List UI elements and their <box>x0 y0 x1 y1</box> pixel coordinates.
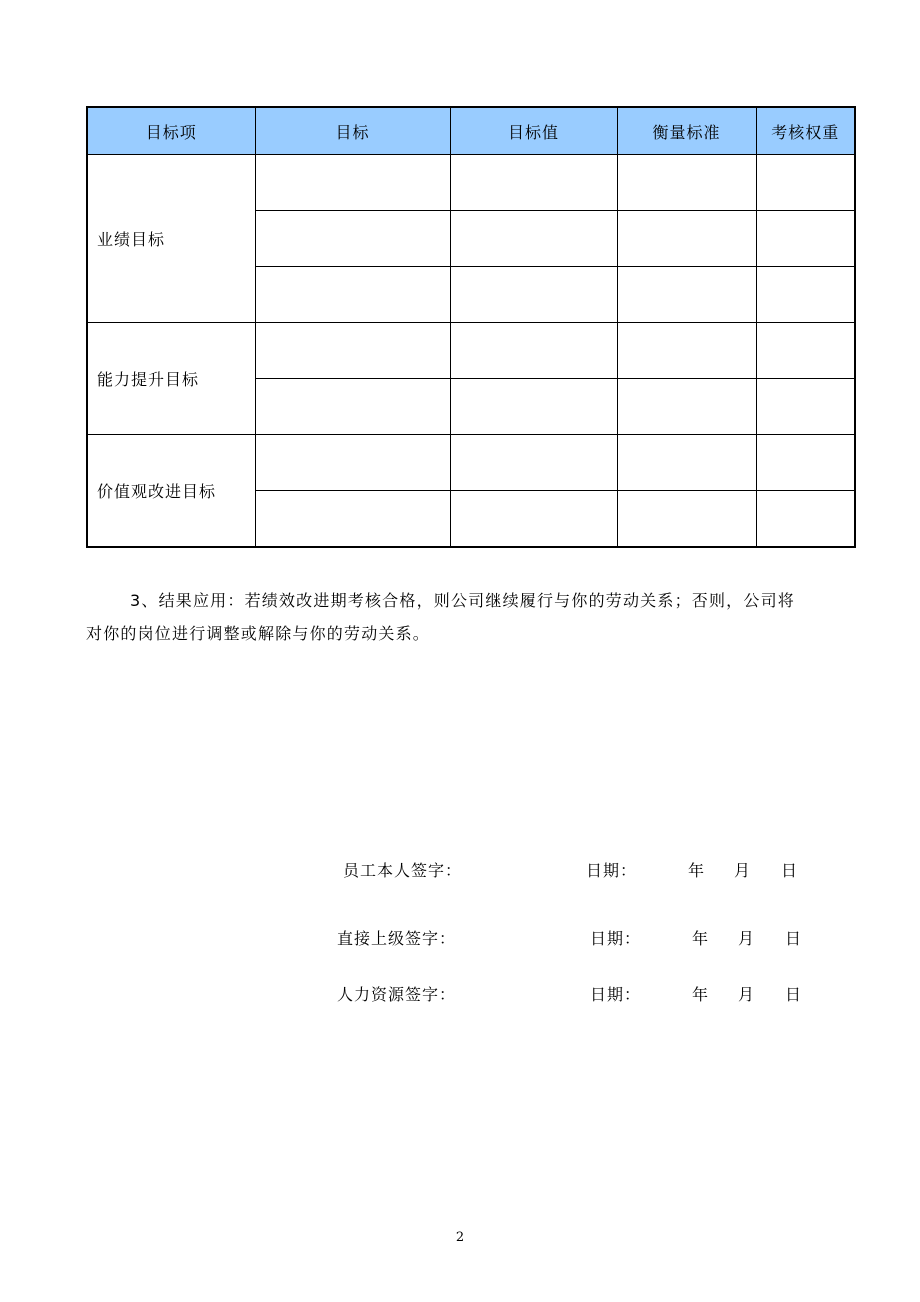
header-assessment-weight: 考核权重 <box>756 107 855 155</box>
table-cell[interactable] <box>617 491 756 548</box>
table-cell[interactable] <box>617 379 756 435</box>
header-goal: 目标 <box>255 107 450 155</box>
table-cell[interactable] <box>617 211 756 267</box>
year-label: 年 <box>688 861 706 880</box>
day-label: 日 <box>785 985 803 1004</box>
table-cell[interactable] <box>756 155 855 211</box>
category-performance-goal: 业绩目标 <box>87 155 255 323</box>
year-label: 年 <box>692 929 710 948</box>
month-label: 月 <box>734 861 752 880</box>
table-cell[interactable] <box>450 267 617 323</box>
table-header-row <box>87 107 855 155</box>
table-row <box>87 323 855 379</box>
table-cell[interactable] <box>255 323 450 379</box>
month-label: 月 <box>738 929 756 948</box>
table-cell[interactable] <box>756 435 855 491</box>
table-cell[interactable] <box>255 379 450 435</box>
table-cell[interactable] <box>617 267 756 323</box>
table-cell[interactable] <box>450 211 617 267</box>
signature-row-hr <box>0 983 920 1007</box>
page-number: 2 <box>455 1230 465 1245</box>
date-label: 日期： <box>586 861 638 880</box>
table-cell[interactable] <box>450 435 617 491</box>
table-cell[interactable] <box>756 267 855 323</box>
table-cell[interactable] <box>255 435 450 491</box>
table-cell[interactable] <box>450 491 617 548</box>
signature-row-supervisor <box>0 927 920 951</box>
goal-table <box>86 106 856 548</box>
table-cell[interactable] <box>756 211 855 267</box>
table-row <box>87 155 855 211</box>
year-label: 年 <box>692 985 710 1004</box>
signature-label: 人力资源签字： <box>337 985 457 1004</box>
table-row <box>87 435 855 491</box>
paragraph-line-1: 3、结果应用：若绩效改进期考核合格，则公司继续履行与你的劳动关系；否则，公司将 <box>130 591 795 610</box>
table-cell[interactable] <box>756 323 855 379</box>
signature-label: 直接上级签字： <box>337 929 457 948</box>
table-cell[interactable] <box>450 379 617 435</box>
date-label: 日期： <box>590 929 642 948</box>
signature-row-employee <box>0 859 920 883</box>
table-cell[interactable] <box>255 155 450 211</box>
table-cell[interactable] <box>255 491 450 548</box>
day-label: 日 <box>785 929 803 948</box>
header-goal-item: 目标项 <box>87 107 255 155</box>
table-cell[interactable] <box>450 155 617 211</box>
category-ability-goal: 能力提升目标 <box>87 323 255 435</box>
table-cell[interactable] <box>756 379 855 435</box>
paragraph-line-2: 对你的岗位进行调整或解除与你的劳动关系。 <box>86 624 431 643</box>
header-goal-value: 目标值 <box>450 107 617 155</box>
header-measure-standard: 衡量标准 <box>617 107 756 155</box>
date-label: 日期： <box>590 985 642 1004</box>
result-application-paragraph <box>86 584 856 650</box>
table-cell[interactable] <box>617 155 756 211</box>
signature-label: 员工本人签字： <box>343 861 463 880</box>
month-label: 月 <box>738 985 756 1004</box>
table-cell[interactable] <box>255 211 450 267</box>
day-label: 日 <box>781 861 799 880</box>
table-cell[interactable] <box>255 267 450 323</box>
table-cell[interactable] <box>617 435 756 491</box>
table-cell[interactable] <box>450 323 617 379</box>
category-values-goal: 价值观改进目标 <box>87 435 255 548</box>
table-cell[interactable] <box>756 491 855 548</box>
table-cell[interactable] <box>617 323 756 379</box>
